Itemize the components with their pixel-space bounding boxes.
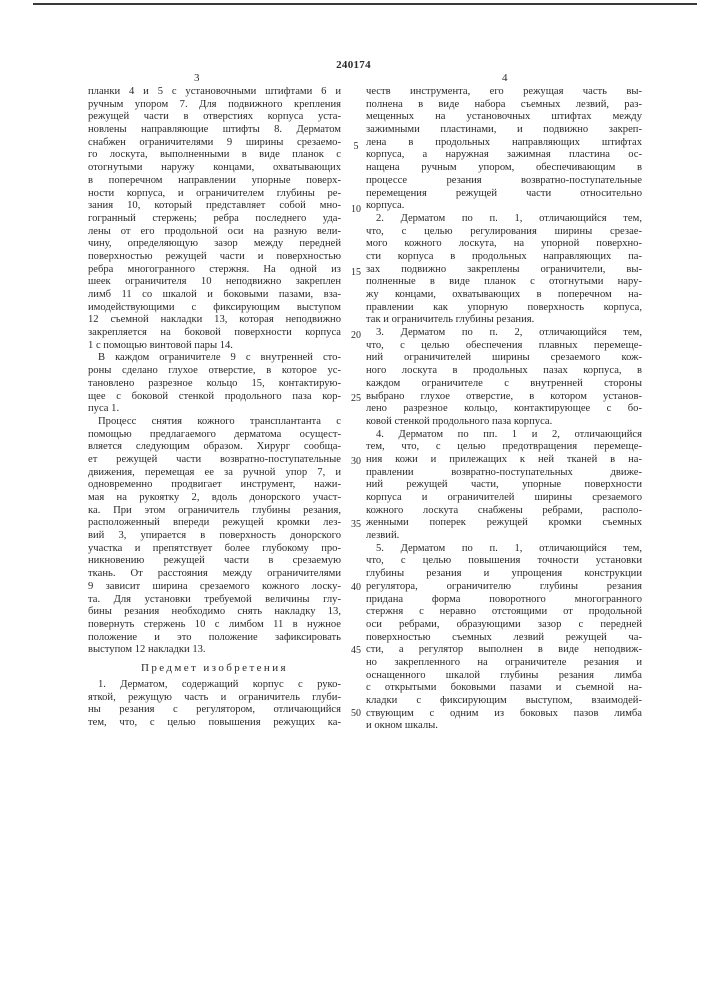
text-line: ковой стенкой продольного паза корпуса.	[366, 416, 642, 429]
line-number: 10	[346, 204, 366, 215]
text-line: никновению режущей части в срезаемую	[88, 555, 341, 568]
text-line: лены от его продольной оси на разную вели-	[88, 226, 341, 239]
text-line: ны резания с регулятором, отличающийся	[88, 704, 341, 717]
text-line: оси ребрами, образующими зазор с передней	[366, 619, 642, 632]
text-line: пуса 1.	[88, 403, 341, 416]
text-line: шеек ограничителя 10 неподвижно закреплен	[88, 276, 341, 289]
text-line: полнена в виде набора съемных лезвий, раз-	[366, 99, 642, 112]
text-line: правлении как упорную поверхность корпуса,	[366, 302, 642, 315]
text-line: мого кожного лоскута, на упорной поверхно-	[366, 238, 642, 251]
text-line: так и ограничитель глубины резания.	[366, 314, 642, 327]
text-line: глубины резания и упрощения конструкции	[366, 568, 642, 581]
text-line: ручным упором 7. Для подвижного крепления	[88, 99, 341, 112]
text-line: режущей части в отверстиях корпуса уста-	[88, 111, 341, 124]
line-number: 45	[346, 645, 366, 656]
text-line: 4. Дерматом по пп. 1 и 2, отличающийся	[366, 429, 642, 442]
line-number: 20	[346, 330, 366, 341]
text-line: нащена ручным упором, обеспечивающим в	[366, 162, 642, 175]
text-line: вий 3, упирается в поверхность донорского	[88, 530, 341, 543]
text-line: одновременно продвигает инструмент, нажи-	[88, 479, 341, 492]
text-line: участка и препятствует более глубокому про-	[88, 543, 341, 556]
line-number: 25	[346, 393, 366, 404]
text-line: что, с целью обеспечения плавных перемеще-	[366, 340, 642, 353]
text-line: регулятора, ограничителю глубины резания	[366, 581, 642, 594]
text-line: в поперечном направлении упорные поверх-	[88, 175, 341, 188]
text-line: выбрано глухое отверстие, в котором установ-	[366, 391, 642, 404]
claim-paragraph	[366, 213, 642, 327]
text-line: В каждом ограничителе 9 с внутренней сто-	[88, 352, 341, 365]
text-line: новлены направляющие штифты 8. Дерматом	[88, 124, 341, 137]
claim-paragraph	[366, 86, 642, 213]
text-line: та. Для установки требуемой величины глу-	[88, 594, 341, 607]
text-line: имодействующими с фиксирующим выступом	[88, 302, 341, 315]
text-line: придана форма поворотного многогранного	[366, 594, 642, 607]
description-paragraph	[88, 416, 341, 657]
text-line: ткань. От расстояния между ограничителями	[88, 568, 341, 581]
claim-paragraph	[366, 429, 642, 543]
line-number: 30	[346, 456, 366, 467]
text-line: ного лоскута в продольных пазах корпуса, в	[366, 365, 642, 378]
text-line: вляется следующим образом. Хирург сообща-	[88, 441, 341, 454]
text-line: но закрепленного на ограничителе резания и	[366, 657, 642, 670]
text-line: что, с целью повышения точности установки	[366, 555, 642, 568]
text-line: ет режущей части возвратно-поступательные	[88, 454, 341, 467]
text-line: отогнутыми наружу концами, охватывающих	[88, 162, 341, 175]
text-line: поверхностью съемных лезвий режущей ча-	[366, 632, 642, 645]
text-line: жу концами, охватывающих в поперечном на-	[366, 289, 642, 302]
text-line: повернуть стержень 10 с лимбом 11 в нужное	[88, 619, 341, 632]
text-line: оснащенного шкалой глубины резания лимба	[366, 670, 642, 683]
line-number: 40	[346, 582, 366, 593]
text-line: выступом 12 накладки 13.	[88, 644, 341, 657]
text-line: процессе резания возвратно-поступательные	[366, 175, 642, 188]
text-line: 1. Дерматом, содержащий корпус с руко-	[88, 679, 341, 692]
text-line: с открытыми боковыми пазами и съемной на-	[366, 682, 642, 695]
text-line: щее с боковой стенкой продольного паза кор-	[88, 391, 341, 404]
text-line: кожного лоскута снабжены ребрами, располо-	[366, 505, 642, 518]
text-line: зажимными пластинами, и подвижно закреп-	[366, 124, 642, 137]
text-line: ний режущей части, упорные поверхности	[366, 479, 642, 492]
text-line: планки 4 и 5 с установочными штифтами 6 и	[88, 86, 341, 99]
text-line: помощью предлагаемого дерматома осущест-	[88, 429, 341, 442]
top-rule	[33, 3, 697, 5]
text-line: гогранный стержень; ребра последнего уда-	[88, 213, 341, 226]
text-line: 2. Дерматом по п. 1, отличающийся тем,	[366, 213, 642, 226]
line-number: 5	[346, 141, 366, 152]
text-line: каждом ограничителе с внутренней стороны	[366, 378, 642, 391]
claim-paragraph	[366, 327, 642, 429]
text-line: закрепляется на боковой поверхности корпуса	[88, 327, 341, 340]
left-column	[88, 86, 341, 730]
text-line: положение и это положение зафиксировать	[88, 632, 341, 645]
text-line: 3. Дерматом по п. 2, отличающийся тем,	[366, 327, 642, 340]
text-line: 5. Дерматом по п. 1, отличающийся тем,	[366, 543, 642, 556]
text-line: сти, а регулятор выполнен в виде неподвиж-	[366, 644, 642, 657]
text-line: стержня с неравно отстоящими от продольной	[366, 606, 642, 619]
text-line: мещенных на установочных штифтах между	[366, 111, 642, 124]
text-line: и окном шкалы.	[366, 720, 642, 733]
text-line: корпуса и ограничителей ширины срезаемого	[366, 492, 642, 505]
text-line: чину, определяющую зазор между передней	[88, 238, 341, 251]
description-paragraph	[88, 352, 341, 415]
text-line: что, с целью регулирования ширины срезае-	[366, 226, 642, 239]
section-heading: Предмет изобретения	[88, 657, 341, 679]
text-line: ния кожи и прилежащих к ней тканей в на-	[366, 454, 642, 467]
text-line: корпуса, а наружная зажимная пластина ос-	[366, 149, 642, 162]
text-line: лезвий.	[366, 530, 642, 543]
text-line: 9 зависит ширина срезаемого кожного лоску-	[88, 581, 341, 594]
text-line: корпуса.	[366, 200, 642, 213]
claim-paragraph	[366, 543, 642, 733]
text-line: Процесс снятия кожного трансплантанта с	[88, 416, 341, 429]
text-line: лимб 11 со шкалой и боковыми пазами, вза-	[88, 289, 341, 302]
text-line: яткой, режущую часть и ограничитель глуби-	[88, 692, 341, 705]
text-line: 12 съемной накладки 13, которая неподвижно	[88, 314, 341, 327]
text-line: зания 10, который представляет собой мно-	[88, 200, 341, 213]
text-line: тем, что, с целью предотвращения перемеще-	[366, 441, 642, 454]
text-line: поверхностью режущей части и поверхностью	[88, 251, 341, 264]
text-line: мая на рукоятку 2, вдоль донорского участ-	[88, 492, 341, 505]
line-number: 50	[346, 708, 366, 719]
text-line: честв инструмента, его режущая часть вы-	[366, 86, 642, 99]
text-line: сти корпуса в продольных направляющих па-	[366, 251, 642, 264]
description-paragraph	[88, 86, 341, 352]
text-line: расположенный впереди режущей кромки лез-	[88, 517, 341, 530]
text-line: женными поперек режущей кромки съемных	[366, 517, 642, 530]
text-line: зах подвижно закреплены ограничители, вы-	[366, 264, 642, 277]
text-line: правлении возвратно-поступательных движе-	[366, 467, 642, 480]
text-line: лена в продольных направляющих штифтах	[366, 137, 642, 150]
text-line: перемещения режущей части относительно	[366, 188, 642, 201]
text-line: ребра многогранного стержня. На одной из	[88, 264, 341, 277]
patent-number: 240174	[0, 59, 707, 71]
page-number-right: 4	[502, 72, 508, 84]
right-column	[366, 86, 642, 733]
text-line: ности корпуса, и ограничителем глубины ре-	[88, 188, 341, 201]
text-line: лено разрезное кольцо, контактирующее с бо-	[366, 403, 642, 416]
claim-paragraph	[88, 679, 341, 730]
text-line: бины резания необходимо снять накладку 13,	[88, 606, 341, 619]
text-line: полненные в виде планок с отогнутыми нару-	[366, 276, 642, 289]
text-line: снабжен ограничителями 9 ширины срезаемо-	[88, 137, 341, 150]
text-line: ствующим с одним из боковых пазов лимба	[366, 708, 642, 721]
text-line: ка. При этом ограничитель глубины резания,	[88, 505, 341, 518]
text-line: тем, что, с целью повышения режущих ка-	[88, 717, 341, 730]
text-line: движения, перемещая ее за ручной упор 7, и	[88, 467, 341, 480]
text-line: го лоскута, выполненными в виде планок с	[88, 149, 341, 162]
page-number-left: 3	[194, 72, 200, 84]
line-number: 15	[346, 267, 366, 278]
text-line: кладки с фиксирующим выступом, взаимодей-	[366, 695, 642, 708]
line-number: 35	[346, 519, 366, 530]
text-line: тановлено разрезное кольцо 15, контактирую-	[88, 378, 341, 391]
text-line: роны сделано глухое отверстие, в которое ус-	[88, 365, 341, 378]
text-line: ний ограничителей ширины срезаемого кож-	[366, 352, 642, 365]
text-line: 1 с помощью винтовой пары 14.	[88, 340, 341, 353]
